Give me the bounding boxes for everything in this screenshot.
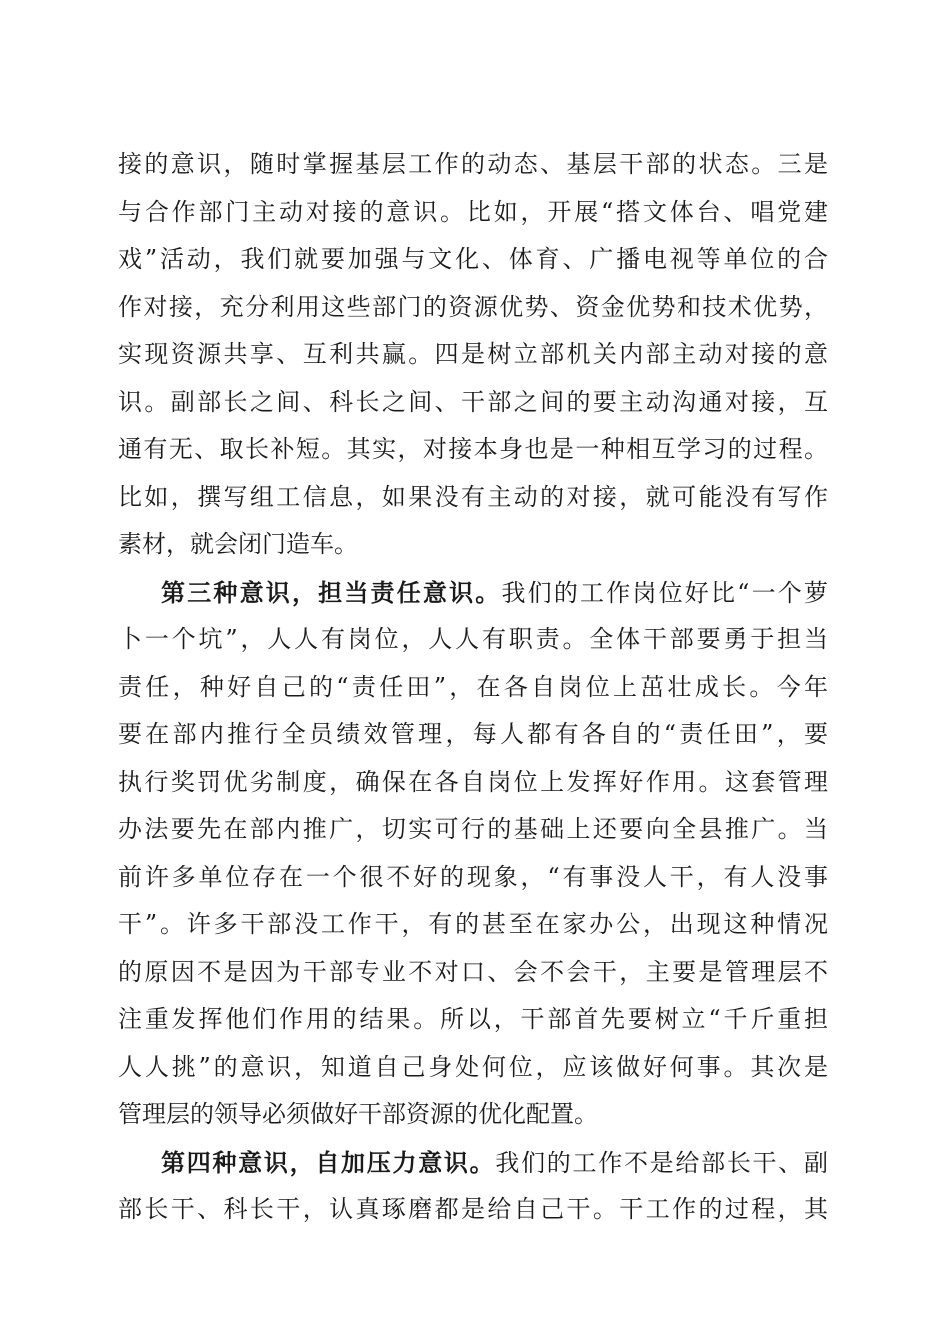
text-line: 比如，撰写组工信息，如果没有主动的对接，就可能没有写作	[118, 482, 828, 511]
text-line: 执行奖罚优劣制度，确保在各自岗位上发挥好作用。这套管理	[118, 767, 828, 796]
text-line: 管理层的领导必须做好干部资源的优化配置。	[118, 1100, 598, 1128]
text-line: 通有无、取长补短。其实，对接本身也是一种相互学习的过程。	[118, 435, 828, 463]
text-line: 戏”活动，我们就要加强与文化、体育、广播电视等单位的合	[118, 245, 828, 273]
paragraph-3	[118, 1139, 828, 1234]
text-line: 要在部内推行全员绩效管理，每人都有各自的“责任田”，要	[118, 720, 828, 748]
text-line: 人人挑”的意识，知道自己身处何位，应该做好何事。其次是	[118, 1052, 828, 1081]
text-line: 实现资源共享、互利共赢。四是树立部机关内部主动对接的意	[118, 340, 828, 368]
text-line: 部长干、科长干，认真琢磨都是给自己干。干工作的过程，其	[118, 1195, 828, 1223]
text-line: 的原因不是因为干部专业不对口、会不会干，主要是管理层不	[118, 957, 828, 986]
text-line: 与合作部门主动对接的意识。比如，开展“搭文体台、唱党建	[118, 197, 828, 226]
text-run: 我们的工作岗位好比“一个萝	[501, 578, 828, 607]
document-body	[118, 141, 828, 1234]
text-line: 注重发挥他们作用的结果。所以，干部首先要树立“千斤重担	[118, 1005, 828, 1033]
text-run: 我们的工作不是给部长干、副	[495, 1148, 828, 1177]
paragraph-2	[118, 569, 828, 1139]
section-heading: 第三种意识，担当责任意识。	[161, 577, 502, 607]
text-line: 识。副部长之间、科长之间、干部之间的要主动沟通对接，互	[118, 387, 828, 416]
paragraph-first-line	[118, 1139, 828, 1187]
text-line: 前许多单位存在一个很不好的现象，“有事没人干，有人没事	[118, 862, 828, 891]
paragraph-first-line	[118, 569, 828, 617]
text-line: 责任，种好自己的“责任田”，在各自岗位上茁壮成长。今年	[118, 672, 828, 701]
text-line: 素材，就会闭门造车。	[118, 530, 358, 558]
text-line: 干”。许多干部没工作干，有的甚至在家办公，出现这种情况	[118, 910, 828, 938]
text-line: 作对接，充分利用这些部门的资源优势、资金优势和技术优势，	[118, 292, 828, 321]
paragraph-1	[118, 141, 828, 569]
section-heading: 第四种意识，自加压力意识。	[161, 1147, 496, 1177]
text-line: 办法要先在部内推广，切实可行的基础上还要向全县推广。当	[118, 815, 828, 843]
text-line: 卜一个坑”，人人有岗位，人人有职责。全体干部要勇于担当	[118, 625, 828, 653]
text-line: 接的意识，随时掌握基层工作的动态、基层干部的状态。三是	[118, 150, 828, 178]
